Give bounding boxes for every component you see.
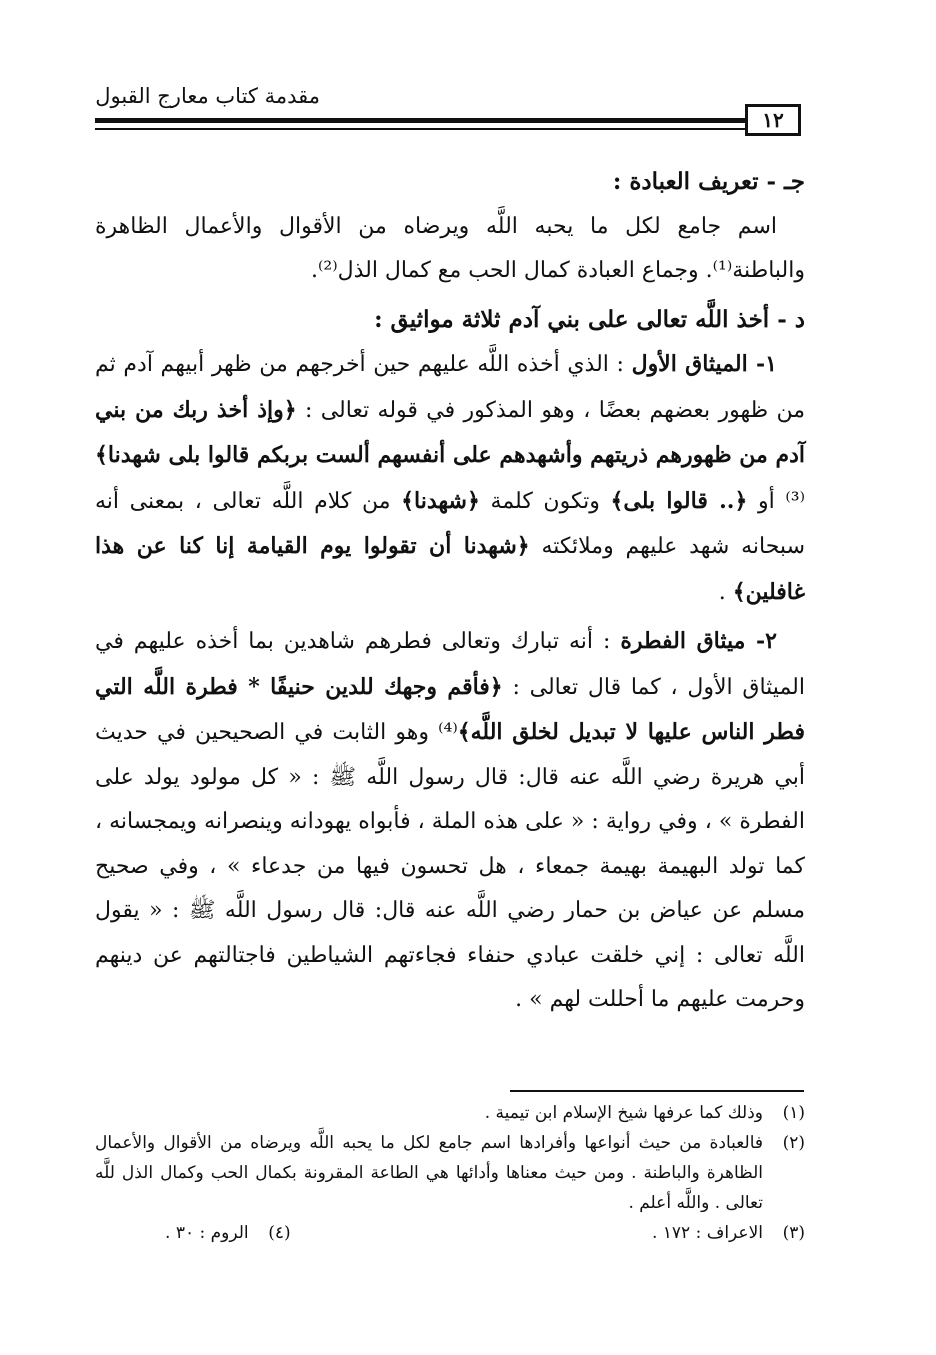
footnote-3	[652, 1218, 805, 1248]
fitrah-covenant-text-b: ⁽⁴⁾ وهو الثابت في الصحيحين في حديث أبي هريرة رضي اللَّه عنه قال: قال رسول اللَّه ﷺ : « كل مولود يولد على الفطرة » ، وفي رواية : « على هذه الملة ، فأبواه يهودانه وينصرانه ويمجسانه ، كما تولد البهيمة بهيمة جمعاء ، هل تحسون فيها من جدعاء » ، وفي صحيح مسلم عن عياض بن حمار رضي اللَّه عنه قال: قال رسول اللَّه ﷺ : « يقول اللَّه تعالى : إني خلقت عبادي حنفاء فجاءتهم الشياطين فاجتالتهم عن دينهم وحرمت عليهم ما أحللت لهم » .	[95, 720, 806, 1012]
section-heading-j: جـ - تعريف العبادة :	[612, 168, 805, 195]
first-covenant-text-c: وتكون كلمة	[479, 488, 611, 514]
quran-verse-rum: ﴿فأقم وجهك للدين حنيفًا * فطرة اللَّه التي فطر الناس عليها لا تبديل لخلق اللَّه﴾	[95, 673, 805, 745]
footnote-4	[165, 1218, 291, 1248]
footnote-number: (٣)	[782, 1223, 805, 1243]
footnote-number: (١)	[782, 1103, 805, 1123]
footnote-separator	[510, 1090, 804, 1092]
header-rule-thick	[95, 118, 745, 123]
footnote-1	[95, 1098, 805, 1128]
first-covenant-text-e: .	[718, 579, 733, 605]
quran-verse-b: ﴿.. قالوا بلى﴾	[610, 487, 748, 514]
footnote-2	[95, 1128, 805, 1218]
first-covenant-text-b: ⁽³⁾ أو	[747, 488, 806, 514]
footnote-number: (٤)	[268, 1223, 291, 1243]
footnote-text: وذلك كما عرفها شيخ الإسلام ابن تيمية .	[484, 1103, 763, 1123]
paragraph-fitrah-covenant	[95, 619, 805, 1023]
quran-verse-c: ﴿شهدنا﴾	[401, 487, 480, 514]
first-covenant-text-d: من كلام اللَّه تعالى ، بمعنى أنه سبحانه شهد عليهم وملائكته	[95, 488, 805, 559]
footnotes	[95, 1098, 805, 1248]
header-rule-thin	[95, 128, 745, 130]
footnote-3-4	[165, 1218, 805, 1248]
fitrah-covenant-title: ٢- ميثاق الفطرة	[620, 628, 777, 654]
page-number: ١٢	[745, 104, 801, 136]
quran-verse-d: ﴿شهدنا أن تقولوا يوم القيامة إنا كنا عن هذا غافلين﴾	[95, 533, 805, 605]
section-heading-d: د - أخذ اللَّه تعالى على بني آدم ثلاثة مواثيق :	[374, 305, 805, 333]
footnote-text: الروم : ٣٠ .	[165, 1223, 249, 1243]
first-covenant-text-a: : الذي أخذه اللَّه عليهم حين أخرجهم من ظهر أبيهم آدم ثم من ظهور بعضهم بعضًا ، وهو المذكور في قوله تعالى :	[95, 352, 805, 423]
quran-verse-a: ﴿وإذ أخذ ربك من بني آدم من ظهورهم ذريتهم وأشهدهم على أنفسهم ألست بربكم قالوا بلى شهدنا﴾	[95, 396, 805, 468]
body-text	[95, 160, 805, 1023]
paragraph-first-covenant	[95, 342, 805, 615]
first-covenant-title: ١- الميثاق الأول	[631, 351, 777, 377]
running-title: مقدمة كتاب معارج القبول	[95, 84, 320, 108]
paragraph-worship-definition: اسم جامع لكل ما يحبه اللَّه ويرضاه من الأقوال والأعمال الظاهرة والباطنة⁽¹⁾. وجماع العبادة كمال الحب مع كمال الذل⁽²⁾.	[95, 213, 805, 283]
footnote-number: (٢)	[782, 1133, 805, 1153]
footnote-text: الاعراف : ١٧٢ .	[651, 1223, 763, 1243]
footnote-text: فالعبادة من حيث أنواعها وأفرادها اسم جامع لكل ما يحبه اللَّه ويرضاه من الأقوال والأعمال الظاهرة والباطنة . ومن حيث معناها وأدائها هي الطاعة المقرونة بكمال الحب وكمال الذل للَّه تعالى . واللَّه أعلم .	[95, 1133, 763, 1213]
fitrah-covenant-text-a: : أنه تبارك وتعالى فطرهم شاهدين بما أخذه عليهم في الميثاق الأول ، كما قال تعالى :	[95, 629, 805, 700]
